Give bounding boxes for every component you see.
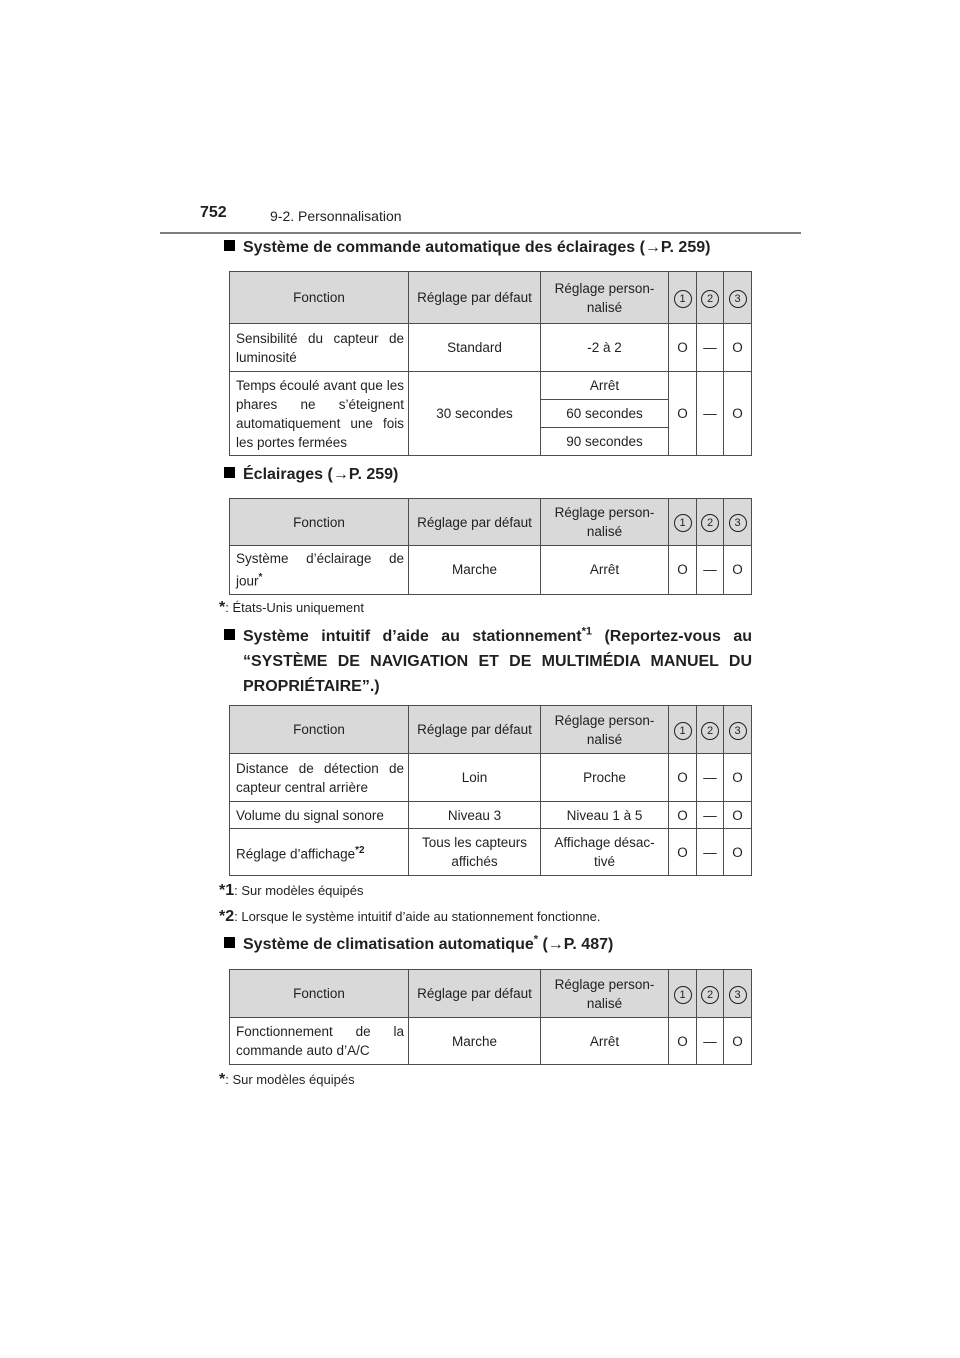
bullet-square-icon bbox=[224, 467, 235, 478]
cell-default: Standard bbox=[409, 324, 541, 372]
cell-custom: Arrêt bbox=[541, 1018, 669, 1065]
cell-default: Marche bbox=[409, 546, 541, 595]
cell-function: Sensibilité du capteur de luminosité bbox=[230, 324, 409, 372]
circled-3-icon: 3 bbox=[729, 986, 747, 1004]
bullet-square-icon bbox=[224, 937, 235, 948]
cell-default: Marche bbox=[409, 1018, 541, 1065]
auto-lights-table bbox=[229, 271, 752, 456]
col-1 bbox=[669, 272, 697, 324]
col-default: Réglage par défaut bbox=[409, 272, 541, 324]
cell-function: Distance de détection de capteur central arrière bbox=[230, 754, 409, 802]
col-1 bbox=[669, 499, 697, 546]
col-function: Fonction bbox=[230, 272, 409, 324]
cell-c3: O bbox=[724, 802, 752, 829]
cell-default: Loin bbox=[409, 754, 541, 802]
lights-table bbox=[229, 498, 752, 595]
col-default: Réglage par défaut bbox=[409, 970, 541, 1018]
climate-table bbox=[229, 969, 752, 1065]
col-custom: Réglage person- nalisé bbox=[541, 706, 669, 754]
cell-default: Tous les capteurs affichés bbox=[409, 829, 541, 876]
table-row bbox=[230, 324, 752, 372]
cell-c3: O bbox=[724, 754, 752, 802]
section-title-climate: Système de climatisation automatique* (→P. 487) bbox=[224, 932, 752, 957]
cell-c1: O bbox=[669, 829, 697, 876]
circled-1-icon: 1 bbox=[674, 722, 692, 740]
col-1 bbox=[669, 970, 697, 1018]
table-header-row bbox=[230, 706, 752, 754]
footnote: *: États-Unis uniquement bbox=[219, 599, 364, 616]
footnote: *1: Sur modèles équipés bbox=[219, 882, 364, 899]
cell-default: 30 secondes bbox=[409, 372, 541, 456]
circled-3-icon: 3 bbox=[729, 722, 747, 740]
table-row bbox=[230, 829, 752, 876]
cell-c3: O bbox=[724, 546, 752, 595]
cell-c2: — bbox=[697, 754, 724, 802]
col-custom: Réglage person- nalisé bbox=[541, 970, 669, 1018]
cell-c1: O bbox=[669, 324, 697, 372]
section-title-lights: Éclairages (→P. 259) bbox=[224, 462, 752, 487]
cell-custom: 90 secondes bbox=[541, 428, 669, 456]
col-custom: Réglage person- nalisé bbox=[541, 499, 669, 546]
page-number: 752 bbox=[200, 204, 227, 221]
col-3 bbox=[724, 706, 752, 754]
table-row bbox=[230, 754, 752, 802]
section-title-auto-lights: Système de commande automatique des éclairages (→P. 259) bbox=[224, 235, 752, 260]
circled-2-icon: 2 bbox=[701, 514, 719, 532]
table-header-row bbox=[230, 970, 752, 1018]
cell-c1: O bbox=[669, 754, 697, 802]
bullet-square-icon bbox=[224, 629, 235, 640]
table-header-row bbox=[230, 272, 752, 324]
footnote: *: Sur modèles équipés bbox=[219, 1071, 355, 1088]
cell-function: Fonctionnement de la commande auto d’A/C bbox=[230, 1018, 409, 1065]
col-2 bbox=[697, 272, 724, 324]
circled-1-icon: 1 bbox=[674, 986, 692, 1004]
cell-function: Volume du signal sonore bbox=[230, 802, 409, 829]
header-rule bbox=[160, 232, 801, 234]
col-custom: Réglage person- nalisé bbox=[541, 272, 669, 324]
cell-c3: O bbox=[724, 829, 752, 876]
cell-custom: 60 secondes bbox=[541, 400, 669, 428]
circled-1-icon: 1 bbox=[674, 290, 692, 308]
table-row bbox=[230, 1018, 752, 1065]
col-3 bbox=[724, 499, 752, 546]
col-2 bbox=[697, 970, 724, 1018]
cell-c1: O bbox=[669, 802, 697, 829]
chapter-title: 9-2. Personnalisation bbox=[270, 208, 402, 224]
circled-2-icon: 2 bbox=[701, 986, 719, 1004]
cell-c2: — bbox=[697, 829, 724, 876]
cell-custom: Arrêt bbox=[541, 372, 669, 400]
table-header-row bbox=[230, 499, 752, 546]
col-default: Réglage par défaut bbox=[409, 499, 541, 546]
circled-3-icon: 3 bbox=[729, 514, 747, 532]
cell-c2: — bbox=[697, 324, 724, 372]
cell-c2: — bbox=[697, 372, 724, 456]
col-3 bbox=[724, 970, 752, 1018]
cell-custom: Niveau 1 à 5 bbox=[541, 802, 669, 829]
cell-c3: O bbox=[724, 324, 752, 372]
cell-c3: O bbox=[724, 372, 752, 456]
cell-function: Temps écoulé avant que les phares ne s’éteignent automatiquement une fois les portes fermées bbox=[230, 372, 409, 456]
circled-2-icon: 2 bbox=[701, 290, 719, 308]
col-function: Fonction bbox=[230, 706, 409, 754]
table-row bbox=[230, 372, 752, 400]
section-title-parking-assist: Système intuitif d’aide au stationnement$^{*1}$ (Reportez-vous au “SYSTÈME DE NAVIGATION ET DE MULTIMÉDIA MANUEL DU PROPRIÉTAIRE”.) bbox=[224, 624, 752, 699]
cell-default: Niveau 3 bbox=[409, 802, 541, 829]
table-row bbox=[230, 546, 752, 595]
col-default: Réglage par défaut bbox=[409, 706, 541, 754]
cell-function: Réglage d’affichage$^{*2}$ bbox=[230, 829, 409, 876]
col-1 bbox=[669, 706, 697, 754]
cell-function: Système d’éclairage de jour* bbox=[230, 546, 409, 595]
cell-c1: O bbox=[669, 546, 697, 595]
col-function: Fonction bbox=[230, 970, 409, 1018]
col-2 bbox=[697, 499, 724, 546]
cell-custom: Arrêt bbox=[541, 546, 669, 595]
cell-c1: O bbox=[669, 1018, 697, 1065]
cell-c2: — bbox=[697, 1018, 724, 1065]
cell-custom: Affichage désac- tivé bbox=[541, 829, 669, 876]
parking-assist-table bbox=[229, 705, 752, 876]
col-3 bbox=[724, 272, 752, 324]
circled-2-icon: 2 bbox=[701, 722, 719, 740]
table-row bbox=[230, 802, 752, 829]
cell-c1: O bbox=[669, 372, 697, 456]
cell-custom: Proche bbox=[541, 754, 669, 802]
cell-c2: — bbox=[697, 546, 724, 595]
cell-custom: -2 à 2 bbox=[541, 324, 669, 372]
circled-3-icon: 3 bbox=[729, 290, 747, 308]
footnote: *2: Lorsque le système intuitif d’aide au stationnement fonctionne. bbox=[219, 908, 601, 925]
col-function: Fonction bbox=[230, 499, 409, 546]
col-2 bbox=[697, 706, 724, 754]
cell-c2: — bbox=[697, 802, 724, 829]
cell-c3: O bbox=[724, 1018, 752, 1065]
bullet-square-icon bbox=[224, 240, 235, 251]
circled-1-icon: 1 bbox=[674, 514, 692, 532]
